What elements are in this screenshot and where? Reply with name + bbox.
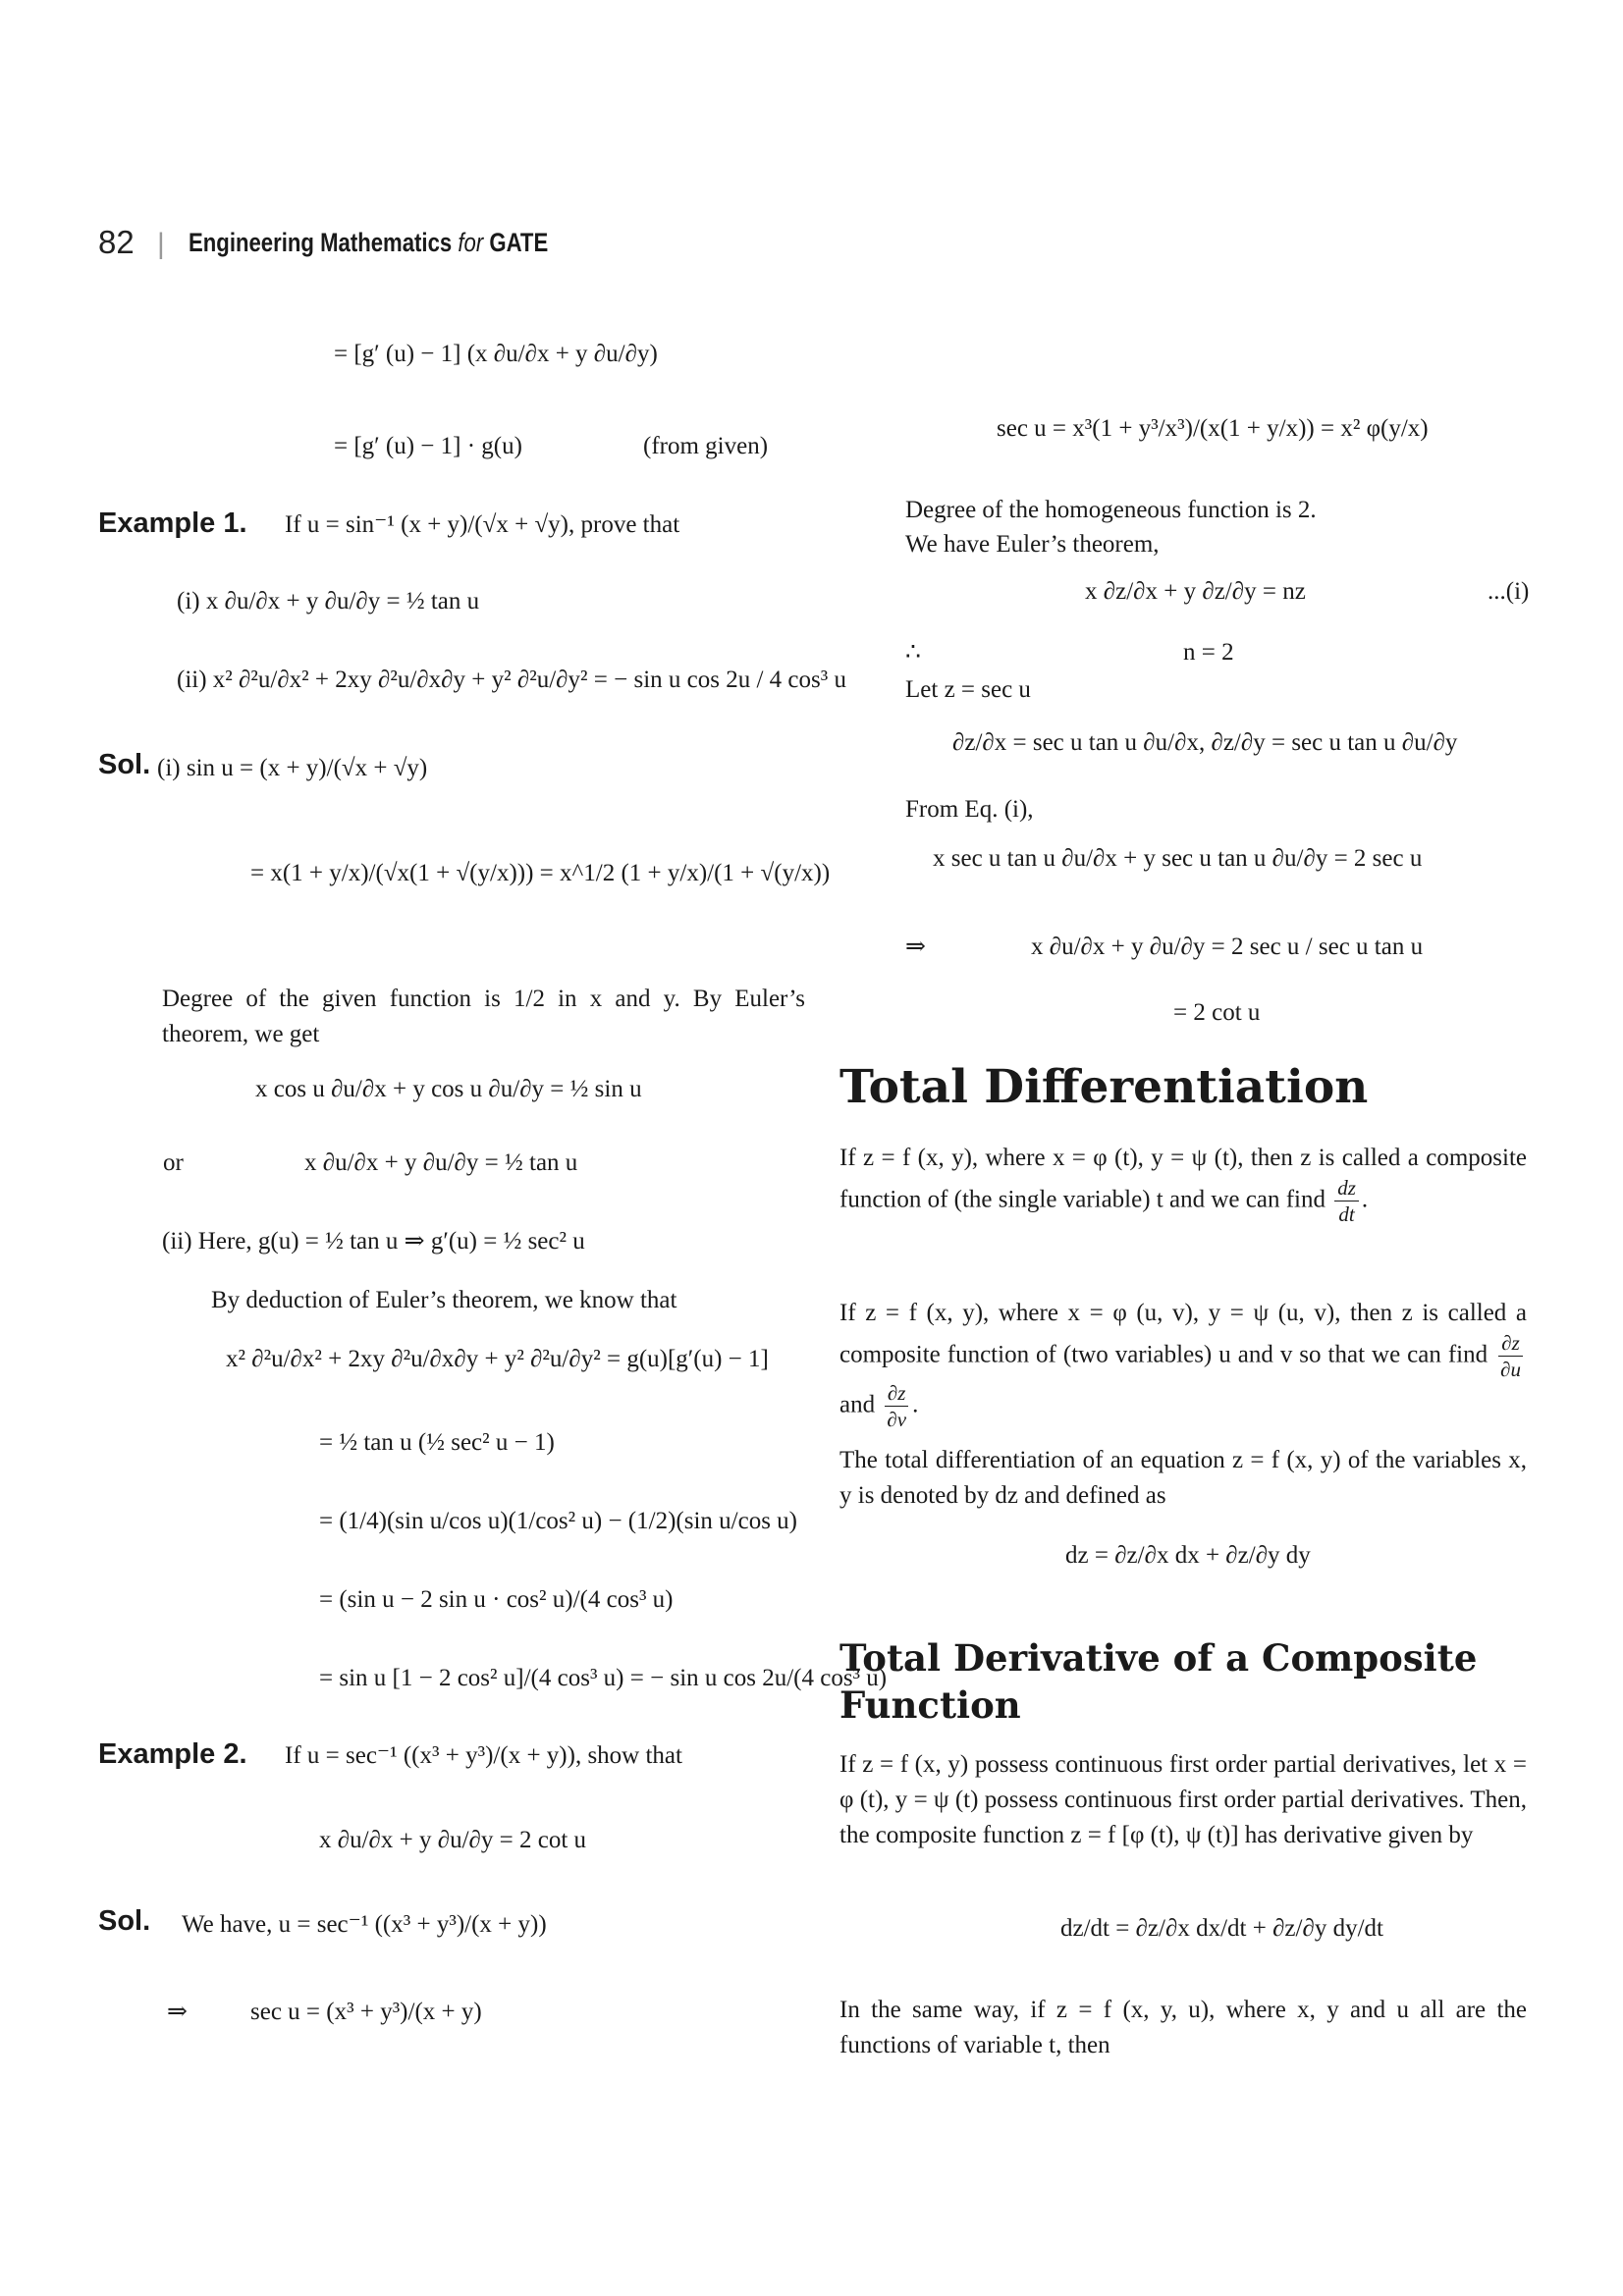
equation: (ii) Here, g(u) = ½ tan u ⇒ g′(u) = ½ sec² u: [162, 1228, 585, 1255]
equation: n = 2: [1183, 639, 1234, 666]
paragraph: If z = f (x, y), where x = φ (t), y = ψ (t), then z is called a composite function of (the single variable) t and we can find $\frac{dz}{dt}$ .: [839, 1145, 1527, 1227]
paragraph: The total differentiation of an equation z = f (x, y) of the variables x, y is denoted by dz and defined as: [839, 1447, 1527, 1509]
equation: x² ∂²u/∂x² + 2xy ∂²u/∂x∂y + y² ∂²u/∂y² = g(u)[g′(u) − 1]: [226, 1346, 769, 1372]
book-title: Engineering Mathematics for GATE: [189, 228, 549, 257]
equation-reference: ...(i): [1488, 578, 1530, 605]
example-label: Example 1.: [98, 507, 247, 539]
equation: ∂z/∂x = sec u tan u ∂u/∂x, ∂z/∂y = sec u tan u ∂u/∂y: [952, 729, 1458, 756]
equation: = x(1 + y/x)/(√x(1 + √(y/x))) = x^1/2 (1 + y/x)/(1 + √(y/x)): [250, 860, 831, 886]
fraction: $\frac{\partial z}{\partial v}$: [884, 1381, 909, 1431]
or-label: or: [163, 1149, 184, 1176]
equation: = (1/4)(sin u/cos u)(1/cos² u) − (1/2)(sin u/cos u): [319, 1508, 797, 1534]
equation: x ∂u/∂x + y ∂u/∂y = 2 cot u: [319, 1827, 587, 1853]
fraction: $\frac{\partial z}{\partial u}$: [1500, 1331, 1522, 1382]
equation: (ii) x² ∂²u/∂x² + 2xy ∂²u/∂x∂y + y² ∂²u/∂y² = − sin u cos 2u / 4 cos³ u: [177, 667, 846, 693]
header-separator: |: [157, 228, 165, 260]
paragraph: In the same way, if z = f (x, y, u), where x, y and u all are the functions of variable t, then: [839, 1997, 1527, 2058]
page-number: 82: [98, 224, 135, 260]
example-statement: If u = sec⁻¹ ((x³ + y³)/(x + y)), show that: [285, 1742, 682, 1769]
equation: sec u = x³(1 + y³/x³)/(x(1 + y/x)) = x² φ(y/x): [997, 415, 1429, 442]
paragraph: Let z = sec u: [905, 676, 1031, 703]
equation: = (sin u − 2 sin u · cos² u)/(4 cos³ u): [319, 1586, 674, 1613]
equation: dz/dt = ∂z/∂x dx/dt + ∂z/∂y dy/dt: [1060, 1915, 1383, 1942]
equation: We have, u = sec⁻¹ ((x³ + y³)/(x + y)): [182, 1911, 547, 1938]
example-statement: If u = sin⁻¹ (x + y)/(√x + √y), prove that: [285, 511, 680, 538]
paragraph: Degree of the homogeneous function is 2.: [905, 497, 1317, 523]
equation: (i) x ∂u/∂x + y ∂u/∂y = ½ tan u: [177, 588, 480, 614]
fraction: $\frac{dz}{dt}$: [1334, 1176, 1359, 1226]
equation: dz = ∂z/∂x dx + ∂z/∂y dy: [1065, 1542, 1311, 1569]
paragraph: By deduction of Euler’s theorem, we know that: [211, 1287, 677, 1313]
implies-symbol: ⇒: [905, 934, 926, 960]
equation: x cos u ∂u/∂x + y cos u ∂u/∂y = ½ sin u: [255, 1076, 642, 1102]
equation: = [g′ (u) − 1] · g(u): [334, 433, 522, 459]
equation: x ∂u/∂x + y ∂u/∂y = ½ tan u: [304, 1149, 578, 1176]
equation: = [g′ (u) − 1] (x ∂u/∂x + y ∂u/∂y): [334, 341, 658, 367]
section-heading: Total Derivative of a Composite Function: [839, 1636, 1478, 1727]
right-column: [835, 324, 1532, 2091]
equation: = ½ tan u (½ sec² u − 1): [319, 1429, 555, 1456]
section-heading: Total Differentiation: [839, 1060, 1369, 1114]
example-label: Example 2.: [98, 1738, 247, 1770]
solution-label: Sol.: [98, 1905, 151, 1937]
paragraph: From Eq. (i),: [905, 796, 1034, 823]
equation: = 2 cot u: [1173, 999, 1261, 1026]
equation: sec u = (x³ + y³)/(x + y): [250, 1999, 482, 2025]
therefore-symbol: ∴: [905, 639, 921, 666]
paragraph: If z = f (x, y) possess continuous first order partial derivatives, let x = φ (t), y = ψ (t) possess continuous first order partial derivatives. Then, the composite function z = f [φ (t), ψ (t)] has derivative given by: [839, 1751, 1527, 1848]
note: (from given): [643, 433, 769, 459]
paragraph: If z = f (x, y), where x = φ (u, v), y = ψ (u, v), then z is called a composite function of (two variables) u and v so that we can find $\frac{\partial z}{\partial u}$ and $\frac{\partial z}{\partial v}$ .: [839, 1300, 1527, 1432]
solution-label: Sol.: [98, 749, 151, 780]
equation: (i) sin u = (x + y)/(√x + √y): [157, 755, 428, 781]
equation: x ∂z/∂x + y ∂z/∂y = nz: [1085, 578, 1306, 605]
equation: = sin u [1 − 2 cos² u]/(4 cos³ u) = − sin u cos 2u/(4 cos³ u): [319, 1665, 888, 1691]
left-column: [98, 324, 888, 2091]
equation: x sec u tan u ∂u/∂x + y sec u tan u ∂u/∂y = 2 sec u: [933, 845, 1423, 872]
implies-symbol: ⇒: [167, 1999, 188, 2025]
equation: x ∂u/∂x + y ∂u/∂y = 2 sec u / sec u tan u: [1031, 934, 1424, 960]
paragraph: Degree of the given function is 1/2 in x and y. By Euler’s theorem, we get: [162, 986, 805, 1047]
paragraph: We have Euler’s theorem,: [905, 531, 1160, 558]
